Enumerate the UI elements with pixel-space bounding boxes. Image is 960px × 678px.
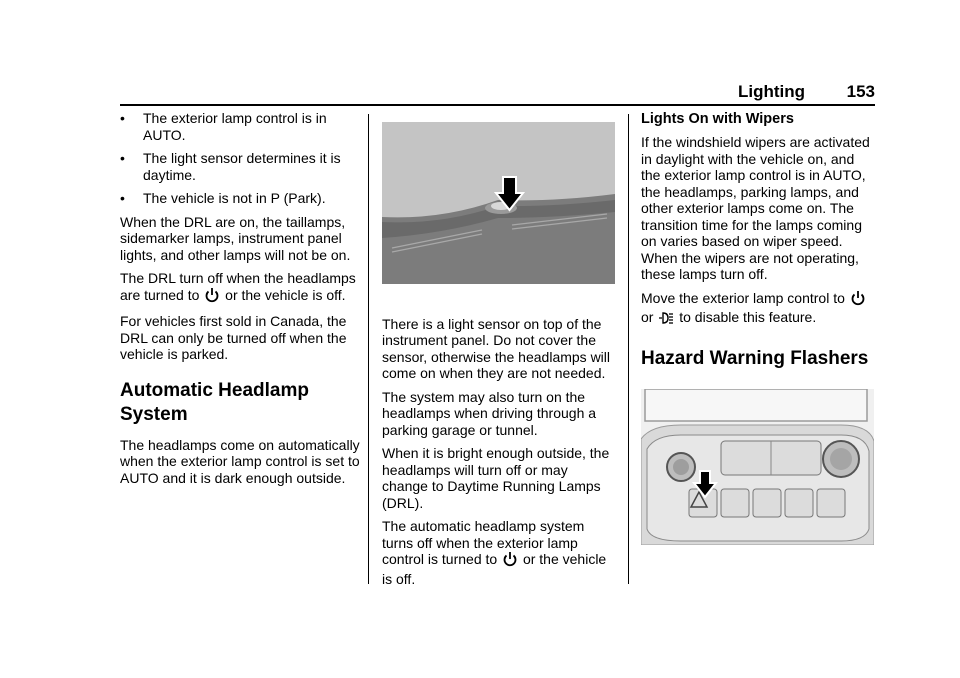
section-title: Lighting xyxy=(737,82,805,101)
column-3 xyxy=(641,110,877,371)
hazard-switch-photo xyxy=(641,389,874,545)
paragraph: Move the exterior lamp control to or to disable this feature. xyxy=(641,290,877,329)
column-divider xyxy=(368,114,369,584)
column-divider xyxy=(628,114,629,584)
paragraph: There is a light sensor on top of the instrument panel. Do not cover the sensor, otherwise the headlamps will come on when they are not needed. xyxy=(382,315,611,381)
bullet-item: • The light sensor determines it is daytime. xyxy=(120,150,341,183)
light-sensor-photo xyxy=(382,122,615,284)
page-number: 153 xyxy=(846,82,875,101)
paragraph: If the windshield wipers are activated in daylight with the vehicle on, and the exterior lamp control is in AUTO, the headlamps, parking lamps, and other exterior lamps come on. The transition time for the lamps coming on varies based on wiper speed. When the wipers are not operating, these lamps turn off. xyxy=(641,134,870,282)
power-off-icon xyxy=(851,290,865,310)
bullet-item: • The vehicle is not in P (Park). xyxy=(120,190,326,206)
power-off-icon xyxy=(205,287,219,307)
paragraph: For vehicles first sold in Canada, the DRL can only be turned off when the vehicle is parked. xyxy=(120,313,347,362)
page-header xyxy=(120,80,875,104)
paragraph: The automatic headlamp system turns off when the exterior lamp control is turned to or the vehicle is off. xyxy=(382,518,607,587)
paragraph: The system may also turn on the headlamps when driving through a parking garage or tunnel. xyxy=(382,388,597,438)
subsection-heading: Lights On with Wipers xyxy=(641,111,794,127)
paragraph: The DRL turn off when the headlamps are turned to or the vehicle is off. xyxy=(120,270,360,306)
column-1 xyxy=(120,110,360,493)
power-off-icon xyxy=(503,551,517,571)
paragraph: The headlamps come on automatically when the exterior lamp control is set to AUTO and it is dark enough outside. xyxy=(120,436,360,486)
header-rule xyxy=(120,104,875,106)
paragraph: When it is bright enough outside, the headlamps will turn off or may change to Daytime Running Lamps (DRL). xyxy=(382,445,610,511)
bullet-item: • The exterior lamp control is in AUTO. xyxy=(120,110,327,143)
section-heading: Hazard Warning Flashers xyxy=(641,347,869,369)
drl-lamp-icon xyxy=(659,311,673,329)
paragraph: When the DRL are on, the taillamps, sidemarker lamps, instrument panel lights, and other lamps will not be on. xyxy=(120,213,351,263)
column-2 xyxy=(382,110,616,594)
section-heading: Automatic Headlamp System xyxy=(120,379,309,425)
